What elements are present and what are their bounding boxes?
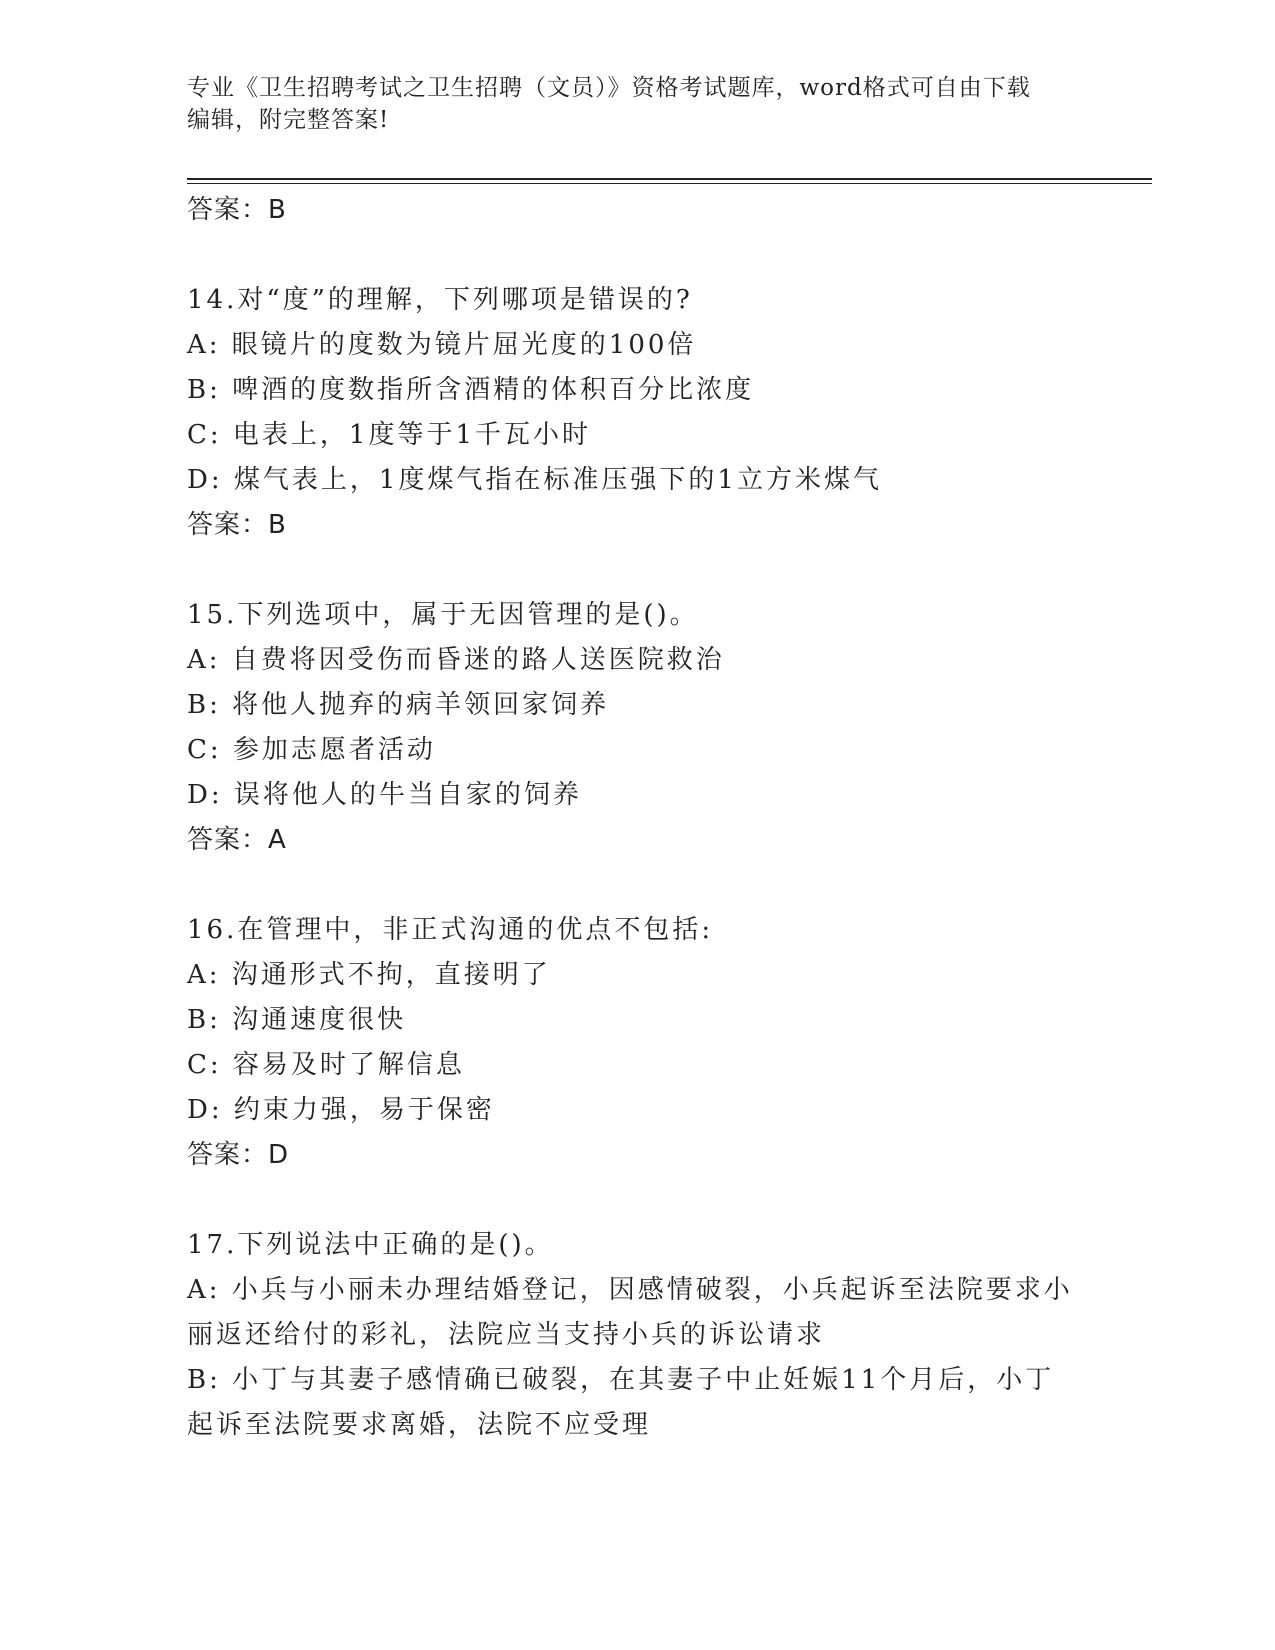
option-d: D: 煤气表上，1度煤气指在标准压强下的1立方米煤气 (187, 465, 882, 495)
option-d: D: 误将他人的牛当自家的饲养 (187, 780, 582, 810)
header-line-2: 编辑，附完整答案! (187, 107, 390, 133)
option-b: B: 小丁与其妻子感情确已破裂，在其妻子中止妊娠11个月后，小丁 (187, 1365, 1055, 1395)
question-15 (187, 593, 1087, 863)
option-b: B: 将他人抛弃的病羊领回家饲养 (187, 690, 610, 720)
option-a: A: 小兵与小丽未办理结婚登记，因感情破裂，小兵起诉至法院要求小 (187, 1275, 1073, 1305)
option-a: A: 自费将因受伤而昏迷的路人送医院救治 (187, 645, 725, 675)
option-b: B: 沟通速度很快 (187, 1005, 407, 1035)
question-14 (187, 278, 1087, 548)
header-rule-thick (187, 178, 1152, 180)
question-17 (187, 1223, 1087, 1448)
header-rule-thin (187, 183, 1152, 184)
question-16 (187, 908, 1087, 1178)
option-d: D: 约束力强，易于保密 (187, 1095, 495, 1125)
option-c: C: 参加志愿者活动 (187, 735, 436, 765)
answer-line: 答案：B (187, 510, 287, 540)
option-c: C: 容易及时了解信息 (187, 1050, 465, 1080)
document-body (187, 188, 1087, 1448)
answer-line: 答案：B (187, 195, 287, 225)
option-a: A: 眼镜片的度数为镜片屈光度的100倍 (187, 330, 697, 360)
option-c: C: 电表上，1度等于1千瓦小时 (187, 420, 592, 450)
question-stem: 17.下列说法中正确的是()。 (187, 1230, 554, 1260)
question-stem: 16.在管理中，非正式沟通的优点不包括: (187, 915, 714, 945)
answer-line: 答案：D (187, 1140, 290, 1170)
question-stem: 14.对“度”的理解，下列哪项是错误的? (187, 285, 693, 315)
option-a: A: 沟通形式不拘，直接明了 (187, 960, 551, 990)
option-b: B: 啤酒的度数指所含酒精的体积百分比浓度 (187, 375, 755, 405)
option-b-continued: 起诉至法院要求离婚，法院不应受理 (187, 1410, 652, 1440)
question-stem: 15.下列选项中，属于无因管理的是()。 (187, 600, 699, 630)
answer-line: 答案：A (187, 825, 287, 855)
header-line-1: 专业《卫生招聘考试之卫生招聘（文员）》资格考试题库，word格式可自由下载 (187, 75, 1031, 101)
document-header (187, 72, 1087, 136)
option-a-continued: 丽返还给付的彩礼，法院应当支持小兵的诉讼请求 (187, 1320, 826, 1350)
